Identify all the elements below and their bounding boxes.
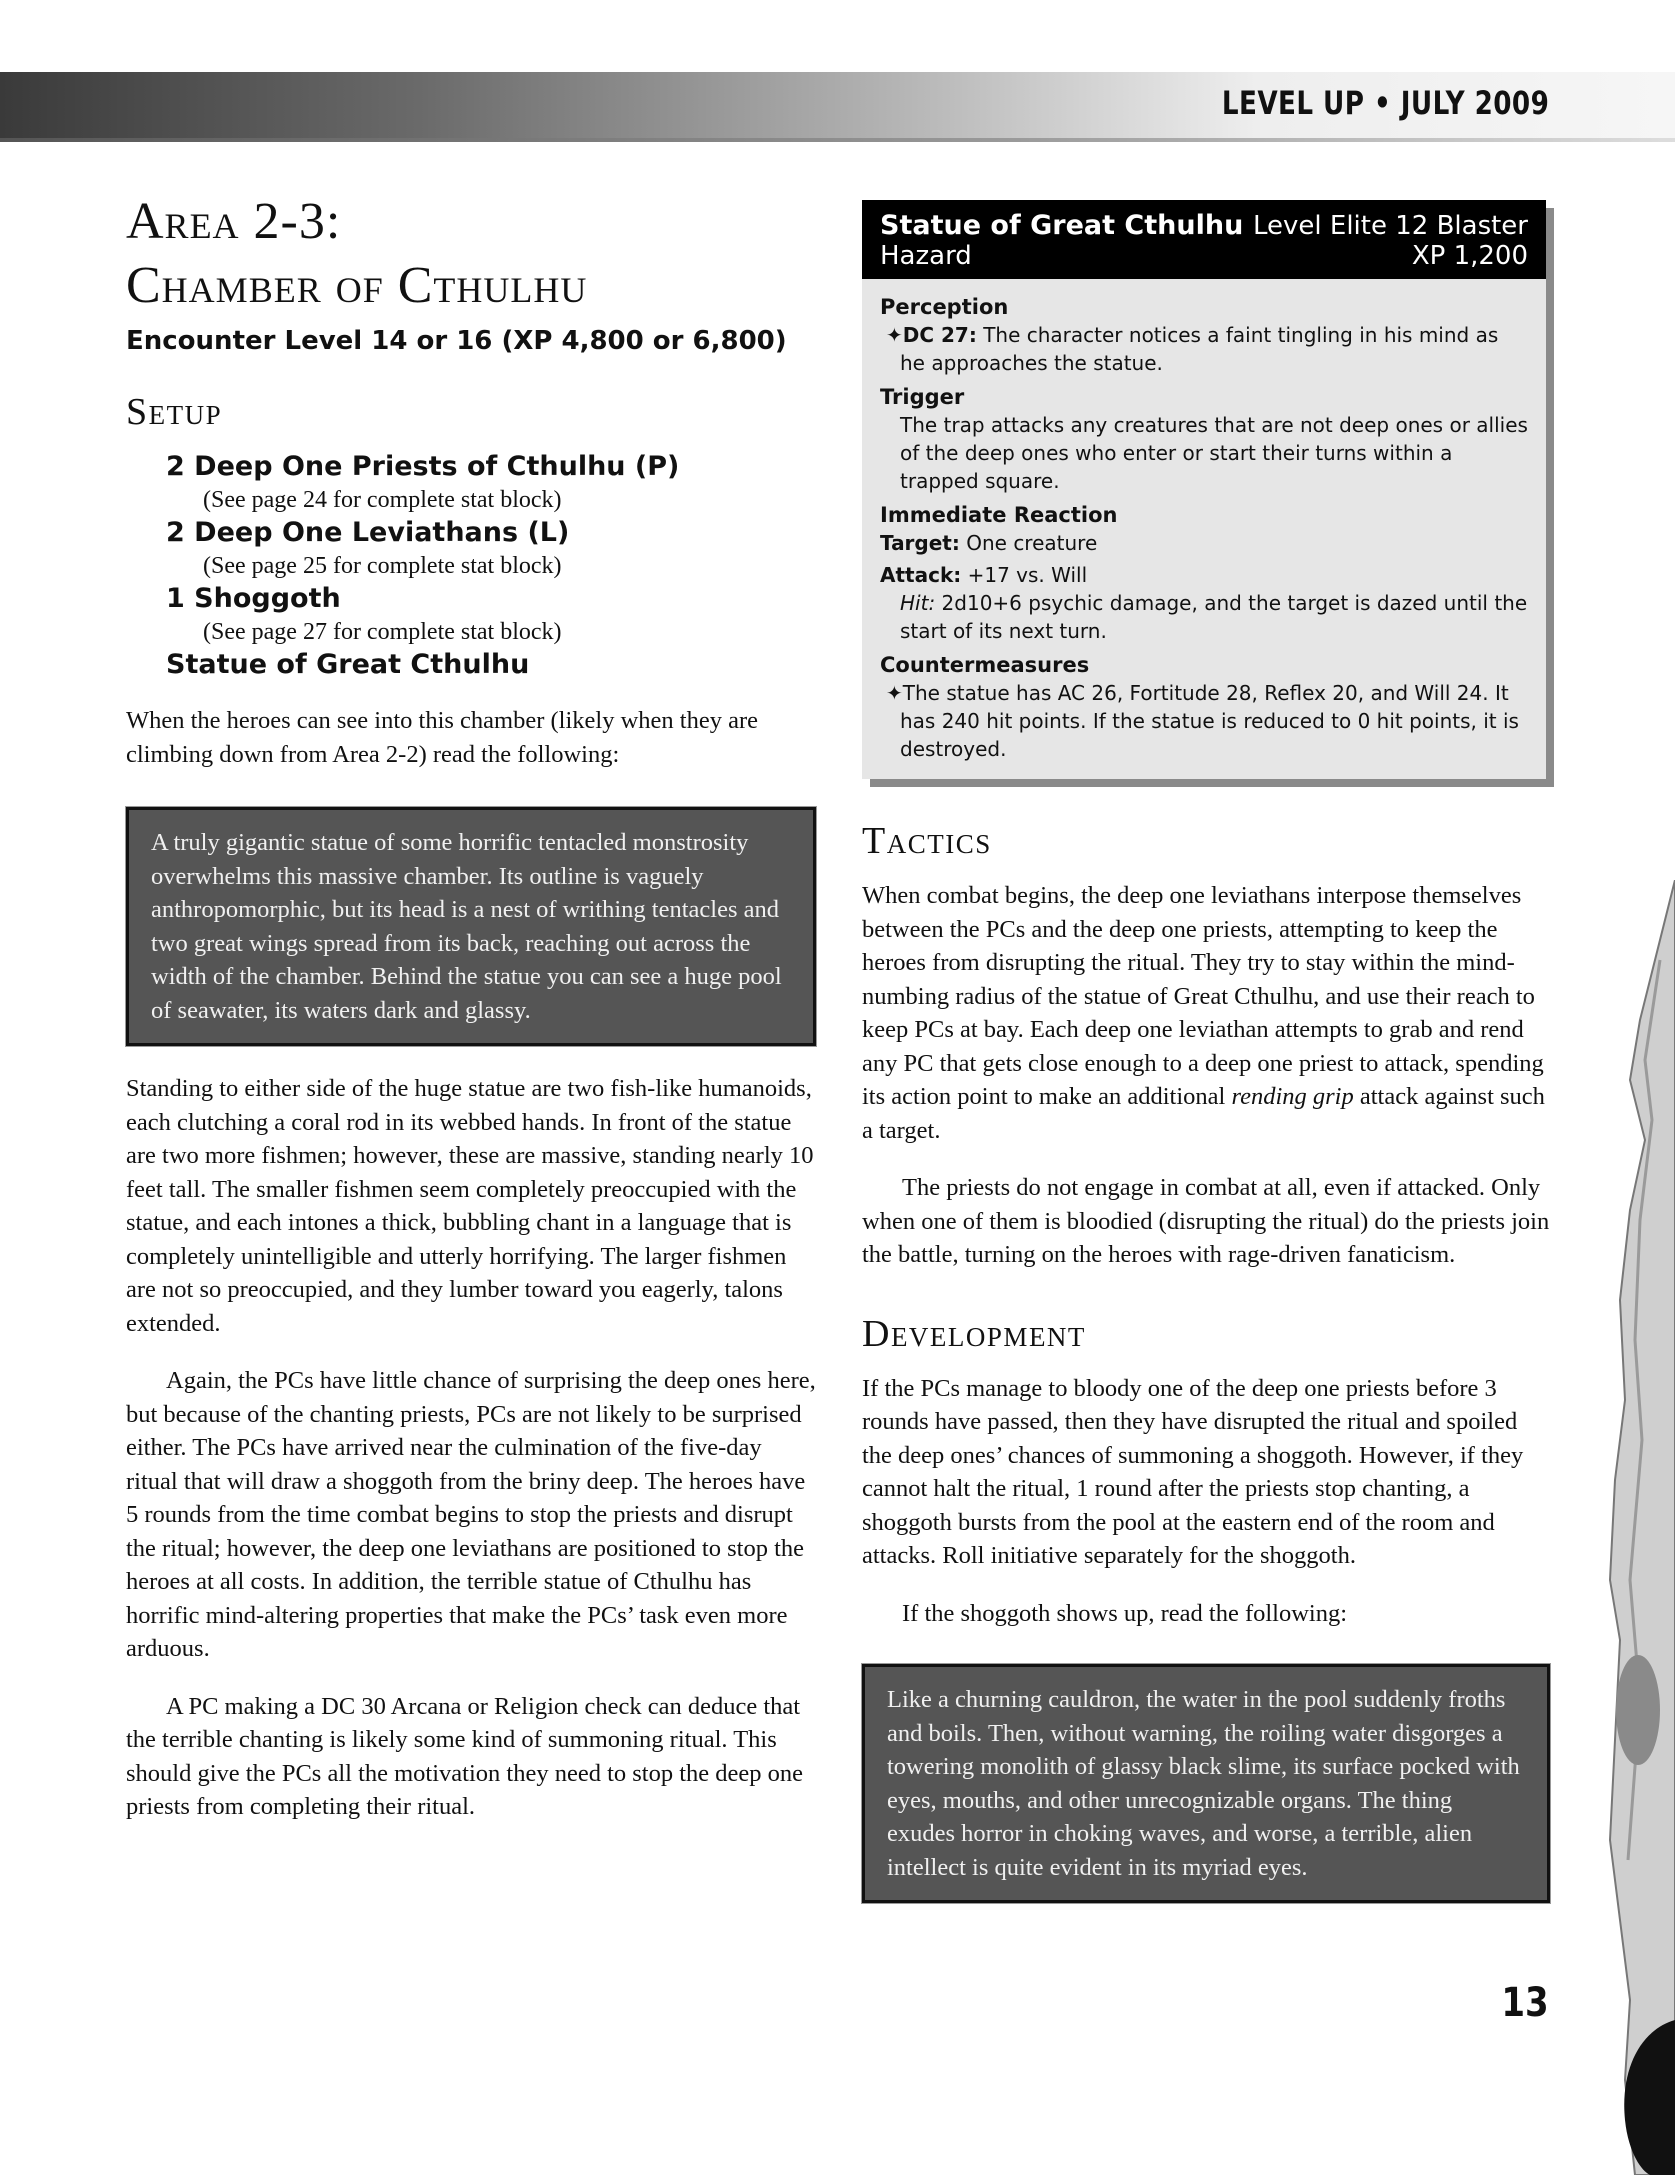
countermeasures-text: The statue has AC 26, Fortitude 28, Reflex 20, and Will 24. It has 240 hit points. If the statue is reduced to 0 hit points, it is destroyed. bbox=[900, 681, 1519, 761]
area-title-line1: Area 2-3: bbox=[126, 193, 342, 250]
perception-entry bbox=[880, 321, 1528, 377]
area-title bbox=[126, 190, 816, 318]
stat-block-body bbox=[862, 279, 1546, 779]
action-label: Immediate Reaction bbox=[880, 503, 1118, 527]
stat-block-type: Hazard bbox=[880, 241, 972, 271]
trigger-label: Trigger bbox=[880, 385, 965, 409]
stat-block-name: Statue of Great Cthulhu bbox=[880, 210, 1244, 241]
read-aloud-text: Like a churning cauldron, the water in the pool suddenly froths and boils. Then, without warning, the roiling water disgorges a towering monolith of glassy black slime, its surface pocked with eyes, mouths, and other unrecognizable organs. The thing exudes horror in choking waves, and worse, a terrible, alien intellect is quite evident in its myriad eyes. bbox=[887, 1686, 1520, 1881]
area-title-line2: Chamber of Cthulhu bbox=[126, 257, 588, 314]
intro-paragraph: When the heroes can see into this chamber (likely when they are climbing down from Area 2-2) read the following: bbox=[126, 707, 758, 768]
read-aloud-box bbox=[126, 807, 816, 1046]
countermeasures-entry bbox=[880, 679, 1528, 763]
body-paragraph: The priests do not engage in combat at all, even if attacked. Only when one of them is bloodied (disrupting the ritual) do the priests join the battle, turning on the heroes with rage-driven fanaticism. bbox=[862, 1174, 1550, 1268]
tactics-heading: Tactics bbox=[862, 820, 992, 862]
right-column bbox=[862, 200, 1550, 1903]
setup-creature: Statue of Great Cthulhu bbox=[166, 649, 530, 680]
left-column bbox=[126, 190, 816, 1824]
body-paragraph: Standing to either side of the huge statue are two fish-like humanoids, each clutching a coral rod in its webbed hands. In front of the statue are two more fishmen; however, these are massive, standing nearly 10 feet tall. The smaller fishmen seem completely preoccupied with the statue, and each intones a thick, bubbling chant in a language that is completely unintelligible and utterly horrifying. The larger fishmen are not so preoccupied, and they lumber toward you eagerly, talons extended. bbox=[126, 1075, 814, 1337]
perception-dc: DC 27: bbox=[902, 323, 977, 347]
body-paragraph: A PC making a DC 30 Arcana or Religion check can deduce that the terrible chanting is likely some kind of summoning ritual. This should give the PCs all the motivation they need to stop the deep one priests from completing their ritual. bbox=[126, 1692, 804, 1820]
setup-ref: (See page 24 for complete stat block) bbox=[203, 487, 562, 513]
stat-block-header bbox=[862, 200, 1546, 279]
perception-text: The character notices a faint tingling in his mind as he approaches the statue. bbox=[900, 323, 1499, 375]
bullet-icon: ✦ bbox=[886, 681, 903, 705]
stat-block-level: Level Elite 12 Blaster bbox=[1253, 211, 1528, 241]
page-number: 13 bbox=[1501, 1980, 1549, 2026]
body-paragraph: If the PCs manage to bloody one of the deep one priests before 3 rounds have passed, then they have disrupted the ritual and spoiled the deep ones’ chances of summoning a shoggoth. However, if they cannot halt the ritual, 1 round after the priests stop chanting, a shoggoth bursts from the pool at the eastern end of the room and attacks. Roll initiative separately for the shoggoth. bbox=[862, 1374, 1524, 1569]
stone-blade-decoration bbox=[1600, 880, 1675, 2175]
setup-creature: 2 Deep One Priests of Cthulhu (P) bbox=[166, 451, 680, 482]
setup-heading: Setup bbox=[126, 391, 223, 433]
setup-ref: (See page 25 for complete stat block) bbox=[203, 553, 562, 579]
hit-label: Hit: bbox=[900, 591, 936, 615]
target-line bbox=[880, 529, 1528, 557]
encounter-level: Encounter Level 14 or 16 (XP 4,800 or 6,800) bbox=[126, 326, 787, 356]
body-paragraph: Again, the PCs have little chance of surprising the deep ones here, but because of the chanting priests, PCs are not likely to be surprised either. The PCs have arrived near the culmination of the five-day ritual that will draw a shoggoth from the briny deep. The heroes have 5 rounds from the time combat begins to stop the priests and disrupt the ritual; however, the deep one leviathans are positioned to stop the heroes at all costs. In addition, the terrible statue of Cthulhu has horrific mind-altering properties that make the PCs’ task even more arduous. bbox=[126, 1367, 816, 1662]
body-paragraph: If the shoggoth shows up, read the following: bbox=[902, 1599, 1348, 1627]
attack-line bbox=[880, 561, 1528, 589]
setup-creature: 2 Deep One Leviathans (L) bbox=[166, 517, 570, 548]
target-label: Target: bbox=[880, 531, 960, 555]
stat-block bbox=[862, 200, 1546, 779]
target-text: One creature bbox=[966, 531, 1098, 555]
development-heading: Development bbox=[862, 1312, 1086, 1355]
attack-label: Attack: bbox=[880, 563, 962, 587]
trigger-text: The trap attacks any creatures that are not deep ones or allies of the deep ones who enter or start their turns within a trapped square. bbox=[900, 413, 1528, 493]
countermeasures-label: Countermeasures bbox=[880, 653, 1090, 677]
perception-label: Perception bbox=[880, 295, 1009, 319]
tactics-text-b: attack against such a target. bbox=[862, 1083, 1545, 1144]
attack-text: +17 vs. Will bbox=[967, 563, 1088, 587]
setup-creature: 1 Shoggoth bbox=[166, 583, 341, 614]
tactics-emphasis: rending grip bbox=[1231, 1083, 1354, 1110]
read-aloud-text: A truly gigantic statue of some horrific tentacled monstrosity overwhelms this massive chamber. Its outline is vaguely anthropomorphic, but its head is a nest of writhing tentacles and two great wings spread from its back, reaching out across the width of the chamber. Behind the statue you can see a huge pool of seawater, its waters dark and glassy. bbox=[151, 829, 782, 1024]
read-aloud-box bbox=[862, 1664, 1550, 1903]
hit-text: 2d10+6 psychic damage, and the target is dazed until the start of its next turn. bbox=[900, 591, 1528, 643]
running-header: LEVEL UP • JULY 2009 bbox=[1221, 84, 1549, 122]
setup-ref: (See page 27 for complete stat block) bbox=[203, 619, 562, 645]
tactics-text-a: When combat begins, the deep one leviathans interpose themselves between the PCs and the deep one priests, attempting to keep the heroes from disrupting the ritual. They try to stay within the mind-numbing radius of the statue of Great Cthulhu, and use their reach to keep PCs at bay. Each deep one leviathan attempts to grab and rend any PC that gets close enough to a deep one priest to attack, spending its action point to make an additional bbox=[862, 882, 1544, 1110]
body-paragraph bbox=[862, 879, 1550, 1147]
bullet-icon: ✦ bbox=[886, 323, 903, 347]
hit-line bbox=[880, 589, 1528, 645]
setup-list bbox=[166, 450, 816, 682]
stat-block-xp: XP 1,200 bbox=[1411, 241, 1528, 271]
